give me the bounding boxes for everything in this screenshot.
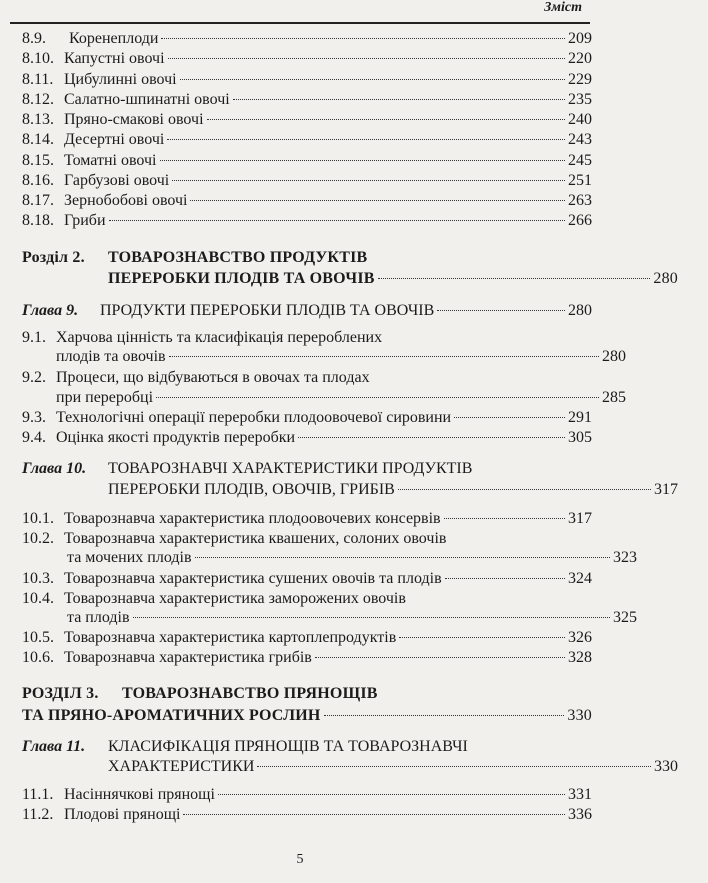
entry-title: Технологічні операції переробки плодоовочевої сировини	[56, 409, 452, 426]
leader-dots	[257, 766, 651, 767]
entry-number: 8.18.	[22, 212, 54, 229]
leader-dots	[168, 58, 565, 59]
entry-page: 323	[613, 549, 637, 566]
entry-title: Товарознавча характеристика грибів	[64, 649, 312, 666]
entry-page: 251	[568, 172, 592, 189]
entry-title: Оцінка якості продуктів переробки	[56, 429, 296, 446]
section-heading-continued	[0, 270, 708, 292]
leader-dots	[161, 38, 565, 39]
entry-page: 336	[568, 806, 592, 823]
section-label: Розділ 2.	[22, 249, 85, 266]
leader-dots	[207, 119, 565, 120]
entry-page: 229	[568, 71, 592, 88]
chapter-label: Глава 11.	[22, 738, 86, 755]
section-heading	[0, 249, 622, 271]
entry-number: 10.4.	[22, 590, 54, 607]
entry-page: 291	[568, 409, 592, 426]
section-heading	[0, 685, 622, 707]
entry-number: 8.14.	[22, 131, 54, 148]
entry-number: 10.5.	[22, 629, 54, 646]
leader-dots	[167, 139, 565, 140]
chapter-title: ПРОДУКТИ ПЕРЕРОБКИ ПЛОДІВ ТА ОВОЧІВ	[100, 302, 435, 319]
chapter-title: ХАРАКТЕРИСТИКИ	[108, 758, 255, 775]
toc-entry	[0, 629, 622, 651]
entry-page: 328	[568, 649, 592, 666]
entry-title: при переробці	[56, 389, 154, 406]
entry-number: 8.9.	[22, 30, 46, 47]
entry-page: 324	[568, 570, 592, 587]
entry-title: Товарознавча характеристика квашених, солоних овочів	[64, 530, 447, 547]
entry-number: 10.1.	[22, 510, 54, 527]
toc-entry	[0, 152, 622, 174]
leader-dots	[437, 310, 565, 311]
entry-title: та плодів	[67, 609, 130, 626]
entry-number: 8.17.	[22, 192, 54, 209]
leader-dots	[180, 79, 565, 80]
leader-dots	[378, 278, 651, 279]
section-label: РОЗДІЛ 3.	[22, 685, 99, 702]
chapter-heading	[0, 302, 622, 324]
section-title: ПЕРЕРОБКИ ПЛОДІВ ТА ОВОЧІВ	[108, 270, 375, 287]
toc-entry-continued	[0, 348, 656, 370]
toc-entry	[0, 30, 622, 52]
entry-number: 8.13.	[22, 111, 54, 128]
toc-entry	[0, 91, 622, 113]
entry-title: Салатно-шпинатні овочі	[64, 91, 230, 108]
entry-page: 235	[568, 91, 592, 108]
section-heading-continued	[0, 707, 622, 729]
entry-title: Гарбузові овочі	[64, 172, 170, 189]
running-header-title: Зміст	[544, 0, 582, 15]
entry-title: плодів та овочів	[56, 348, 166, 365]
entry-title: Насіннячкові прянощі	[64, 786, 215, 803]
leader-dots	[133, 617, 610, 618]
chapter-page: 317	[654, 481, 678, 498]
chapter-heading-continued	[0, 758, 708, 780]
toc-entry	[0, 131, 622, 153]
entry-title: Десертні овочі	[64, 131, 165, 148]
leader-dots	[398, 489, 651, 490]
leader-dots	[109, 220, 565, 221]
entry-page: 331	[568, 786, 592, 803]
entry-number: 11.2.	[22, 806, 54, 823]
leader-dots	[183, 814, 565, 815]
section-title: ТОВАРОЗНАВСТВО ПРЯНОЩІВ	[122, 685, 378, 702]
entry-number: 9.1.	[22, 329, 46, 346]
chapter-heading	[0, 738, 622, 760]
entry-title: Плодові прянощі	[64, 806, 181, 823]
entry-title: Процеси, що відбуваються в овочах та плодах	[56, 369, 370, 386]
entry-title: Товарознавча характеристика картоплепродуктів	[64, 629, 397, 646]
entry-number: 9.4.	[22, 429, 46, 446]
page-number: 5	[296, 852, 304, 867]
entry-title: Зернобобові овочі	[64, 192, 188, 209]
entry-page: 245	[568, 152, 592, 169]
entry-number: 9.2.	[22, 369, 46, 386]
entry-number: 10.6.	[22, 649, 54, 666]
leader-dots	[160, 160, 566, 161]
entry-page: 266	[568, 212, 592, 229]
entry-title: Товарознавча характеристика плодоовочевих консервів	[64, 510, 441, 527]
toc-entry	[0, 111, 622, 133]
entry-title: Цибулинні овочі	[64, 71, 177, 88]
toc-entry	[0, 50, 622, 72]
entry-page: 263	[568, 192, 592, 209]
chapter-title: КЛАСИФІКАЦІЯ ПРЯНОЩІВ ТА ТОВАРОЗНАВЧІ	[108, 738, 468, 755]
toc-entry	[0, 212, 622, 234]
entry-title: Товарознавча характеристика заморожених овочів	[64, 590, 406, 607]
entry-number: 8.10.	[22, 50, 54, 67]
toc-entry	[0, 71, 622, 93]
entry-title: та мочених плодів	[67, 549, 192, 566]
entry-page: 305	[568, 429, 592, 446]
chapter-page: 330	[654, 758, 678, 775]
entry-title: Гриби	[64, 212, 106, 229]
leader-dots	[445, 578, 565, 579]
leader-dots	[444, 518, 565, 519]
chapter-label: Глава 9.	[22, 302, 79, 319]
leader-dots	[169, 356, 599, 357]
entry-number: 10.3.	[22, 570, 54, 587]
entry-number: 9.3.	[22, 409, 46, 426]
toc-entry	[0, 570, 622, 592]
toc-entry	[0, 172, 622, 194]
leader-dots	[298, 437, 565, 438]
chapter-label: Глава 10.	[22, 460, 87, 477]
entry-title: Капустні овочі	[64, 50, 165, 67]
entry-page: 243	[568, 131, 592, 148]
entry-number: 8.12.	[22, 91, 54, 108]
leader-dots	[156, 397, 599, 398]
leader-dots	[190, 200, 565, 201]
leader-dots	[315, 657, 565, 658]
toc-entry-continued	[0, 389, 656, 411]
toc-entry	[0, 369, 622, 391]
entry-title: Товарознавча характеристика сушених овочів та плодів	[64, 570, 442, 587]
toc-entry	[0, 192, 622, 214]
entry-title: Харчова цінність та класифікація перероблених	[56, 329, 383, 346]
entry-title: Пряно-смакові овочі	[64, 111, 204, 128]
entry-page: 209	[568, 30, 592, 47]
chapter-page: 280	[568, 302, 592, 319]
entry-page: 326	[568, 629, 592, 646]
leader-dots	[399, 637, 565, 638]
entry-title: Коренеплоди	[69, 30, 159, 47]
chapter-title: ТОВАРОЗНАВЧІ ХАРАКТЕРИСТИКИ ПРОДУКТІВ	[108, 460, 473, 477]
entry-number: 8.15.	[22, 152, 54, 169]
toc-entry	[0, 510, 622, 532]
entry-page: 317	[568, 510, 592, 527]
leader-dots	[172, 180, 565, 181]
toc-entry	[0, 786, 622, 808]
chapter-heading	[0, 460, 622, 482]
toc-entry	[0, 409, 622, 431]
entry-page: 280	[602, 348, 626, 365]
entry-number: 8.16.	[22, 172, 54, 189]
section-title: ТА ПРЯНО-АРОМАТИЧНИХ РОСЛИН	[22, 707, 321, 724]
leader-dots	[324, 715, 565, 716]
leader-dots	[195, 557, 611, 558]
entry-number: 8.11.	[22, 71, 54, 88]
toc-entry	[0, 649, 622, 671]
leader-dots	[233, 99, 565, 100]
chapter-title: ПЕРЕРОБКИ ПЛОДІВ, ОВОЧІВ, ГРИБІВ	[108, 481, 395, 498]
toc-entry-continued	[0, 549, 667, 571]
entry-page: 220	[568, 50, 592, 67]
leader-dots	[218, 794, 565, 795]
leader-dots	[454, 417, 565, 418]
chapter-heading-continued	[0, 481, 708, 503]
toc-entry	[0, 806, 622, 828]
section-page: 280	[653, 270, 678, 287]
section-title: ТОВАРОЗНАВСТВО ПРОДУКТІВ	[108, 249, 368, 266]
entry-number: 11.1.	[22, 786, 54, 803]
entry-page: 285	[602, 389, 626, 406]
section-page: 330	[567, 707, 592, 724]
entry-number: 10.2.	[22, 530, 54, 547]
toc-entry-continued	[0, 609, 667, 631]
toc-entry	[0, 429, 622, 451]
entry-title: Томатні овочі	[64, 152, 157, 169]
entry-page: 240	[568, 111, 592, 128]
entry-page: 325	[613, 609, 637, 626]
